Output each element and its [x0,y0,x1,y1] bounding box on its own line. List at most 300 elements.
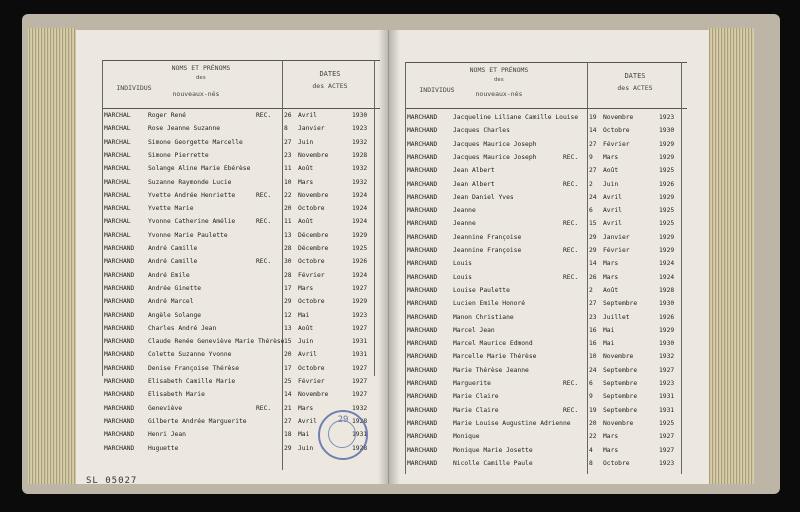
entry-given-names: Marcel Maurice Edmond [453,340,533,348]
entry-given-names: Yvette Andrée Henriette [148,191,236,199]
register-entry-row [104,230,382,242]
entry-surname: MARCHAND [407,220,438,228]
register-entry-row [104,376,382,388]
entry-day: 14 [589,260,597,268]
entry-year: 1932 [659,353,675,361]
entry-month: Octobre [298,364,325,372]
entry-surname: MARCHAND [407,313,438,321]
register-entry-row [407,325,689,337]
entry-day: 22 [284,191,292,199]
entry-surname: MARCHAND [407,140,438,148]
entry-surname: MARCHAND [407,446,438,454]
register-entry-row [407,165,689,177]
entry-surname: MARCHAL [104,191,131,199]
entry-month: Août [298,324,314,332]
entry-given-names: André Marcel [148,298,194,306]
entry-year: 1925 [659,419,675,427]
register-entry-row [407,338,689,350]
entry-year: 1932 [352,404,368,412]
register-entry-row [407,351,689,363]
entry-given-names: Denise Françoise Thérèse [148,364,239,372]
header-des: des [494,77,504,83]
header-dates-des-actes: des ACTES [312,82,348,90]
entry-given-names: Manon Christiane [453,313,514,321]
entry-surname: MARCHAND [407,353,438,361]
entry-surname: MARCHAND [407,114,438,121]
entry-year: 1923 [659,114,675,121]
entry-year: 1931 [659,406,675,414]
entry-year: 1927 [659,433,675,441]
entry-year: 1929 [659,247,675,254]
entry-year: 1924 [659,260,675,268]
entry-given-names: Nicolle Camille Paule [453,459,533,467]
entry-given-names: Yvette Marie [148,205,194,213]
entry-given-names: Charles André Jean [148,324,217,332]
register-entry-row [407,418,689,430]
entry-rec-marker: REC. [256,191,272,199]
entry-surname: MARCHAND [407,233,438,241]
entry-surname: MARCHAND [104,284,135,292]
entry-year: 1923 [659,380,675,387]
register-entry-row [407,218,689,230]
entry-day: 14 [589,127,597,135]
entry-day: 17 [284,284,292,292]
entry-day: 15 [589,220,597,228]
entry-rec-marker: REC. [563,180,579,188]
entry-surname: MARCHAL [104,205,131,213]
register-entry-row [104,123,382,135]
entry-given-names: Jean Albert [453,167,495,175]
register-entry-row [104,296,382,308]
entry-year: 1927 [352,378,368,385]
entry-day: 16 [589,340,597,348]
entry-surname: MARCHAND [407,459,438,467]
entry-year: 1929 [659,326,675,334]
entry-surname: MARCHAND [104,431,135,439]
header-nouveaux-nes: nouveaux-nés [475,90,523,98]
entry-given-names: Claude Renée Geneviève Marie Thérèse [148,338,285,346]
entry-given-names: Monique Marie Josette [453,446,533,454]
entry-month: Avril [298,112,317,119]
register-entry-row [104,216,382,228]
entry-month: Février [298,271,325,279]
register-entry-row [104,310,382,322]
entry-given-names: Marcelle Marie Thérèse [453,353,537,361]
register-entry-row [104,283,382,295]
entry-month: Novembre [298,151,329,159]
entry-surname: MARCHAND [407,286,438,294]
register-entry-row [407,139,689,151]
entry-surname: MARCHAND [407,433,438,441]
register-entry-row [104,163,382,175]
entry-given-names: Jeanne [453,207,476,215]
entry-given-names: Elisabeth Marie [148,391,205,399]
register-entry-row [104,270,382,282]
register-entry-row [407,245,689,257]
register-entry-row [407,179,689,191]
entry-year: 1925 [659,220,675,228]
entry-surname: MARCHAND [104,311,135,319]
entry-surname: MARCHAND [104,444,135,452]
entry-day: 13 [284,231,292,239]
register-entry-row [104,363,382,375]
entry-month: Octobre [603,127,630,135]
entry-month: Août [603,167,619,175]
entry-year: 1928 [352,151,368,159]
entry-year: 1924 [352,271,368,279]
entry-rec-marker: REC. [256,404,272,412]
entry-year: 1929 [659,193,675,201]
entry-month: Janvier [603,233,630,241]
entry-year: 1929 [352,298,368,306]
entry-month: Avril [603,193,622,201]
entry-day: 26 [589,273,597,281]
entry-month: Avril [298,351,317,359]
entry-month: Septembre [603,380,638,387]
entry-given-names: Jeannine Françoise [453,233,522,241]
entry-surname: MARCHAL [104,231,131,239]
entry-year: 1926 [659,180,675,188]
entry-surname: MARCHAND [407,393,438,401]
entry-month: Mars [603,260,619,268]
entry-day: 8 [284,125,288,133]
entry-rec-marker: REC. [563,380,579,387]
entry-day: 24 [589,193,597,201]
entry-year: 1927 [352,324,368,332]
entry-rec-marker: REC. [563,220,579,228]
entry-surname: MARCHAND [407,340,438,348]
register-entry-row [104,137,382,149]
header-bottom-border [405,108,687,109]
entry-year: 1927 [659,366,675,374]
entry-year: 1923 [352,125,368,133]
entry-day: 15 [284,338,292,346]
register-entry-row [104,336,382,348]
entry-month: Juin [603,180,619,188]
entry-surname: MARCHAL [104,165,131,173]
entry-given-names: Marguerite [453,380,491,387]
entry-surname: MARCHAL [104,218,131,226]
entry-given-names: André Camille [148,258,198,266]
entry-surname: MARCHAND [407,406,438,414]
entry-given-names: Solange Aline Marie Ebérèse [148,165,251,173]
entry-year: 1928 [352,417,368,425]
entry-surname: MARCHAND [407,153,438,161]
entry-given-names: André Camille [148,245,198,252]
entry-day: 11 [284,165,292,173]
entry-month: Décembre [298,231,329,239]
entry-surname: MARCHAND [407,167,438,175]
entry-year: 1929 [659,153,675,161]
entry-given-names: Jean Daniel Yves [453,193,514,201]
entry-year: 1930 [352,112,368,119]
entry-year: 1924 [352,205,368,213]
entry-given-names: Simone Pierrette [148,151,209,159]
entry-month: Octobre [298,205,325,213]
register-entry-row [407,192,689,204]
entry-month: Mars [603,273,619,281]
entry-day: 6 [589,380,593,387]
entry-month: Octobre [298,258,325,266]
register-entry-row [104,243,382,255]
entry-surname: MARCHAND [104,338,135,346]
entry-day: 10 [589,353,597,361]
entry-year: 1929 [352,231,368,239]
entry-year: 1927 [352,391,368,399]
entry-year: 1930 [659,127,675,135]
register-entry-row [407,285,689,297]
entry-surname: MARCHAND [407,419,438,427]
register-entry-row [104,389,382,401]
book-gutter-shadow [378,30,400,484]
register-entry-row [407,152,689,164]
entry-day: 20 [589,419,597,427]
entry-month: Novembre [603,114,634,121]
register-entry-row [407,445,689,457]
entry-given-names: Suzanne Raymonde Lucie [148,178,232,186]
entry-day: 9 [589,393,593,401]
entry-year: 1927 [352,284,368,292]
entry-month: Juin [298,444,314,452]
register-entry-row [407,312,689,324]
entry-year: 1931 [352,351,368,359]
right-page [388,30,709,484]
entry-given-names: Colette Suzanne Yvonne [148,351,232,359]
entry-day: 8 [589,459,593,467]
register-entry-row [104,323,382,335]
entry-given-names: Elisabeth Camille Marie [148,378,236,385]
entry-day: 20 [284,351,292,359]
entry-month: Mars [298,284,314,292]
entry-month: Novembre [298,191,329,199]
entry-year: 1926 [352,258,368,266]
register-entry-row [104,177,382,189]
header-nouveaux-nes: nouveaux-nés [172,90,220,98]
entry-day: 19 [589,114,597,121]
entry-given-names: Jacqueline Liliane Camille Louise [453,114,579,121]
entry-month: Octobre [603,459,630,467]
entry-given-names: Marie Claire [453,406,499,414]
entry-given-names: Huguette [148,444,179,452]
entry-rec-marker: REC. [563,153,579,161]
stamp-number: 29 [337,415,349,425]
entry-surname: MARCHAND [104,364,135,372]
entry-given-names: Jacques Charles [453,127,510,135]
entry-month: Décembre [298,245,329,252]
entry-surname: MARCHAND [407,366,438,374]
entry-day: 22 [589,433,597,441]
register-entry-row [104,256,382,268]
entry-surname: MARCHAND [104,351,135,359]
register-entry-row [407,365,689,377]
entry-year: 1923 [659,459,675,467]
left-page-edges [28,28,76,484]
stamp-inner-ring [328,420,356,448]
entry-day: 20 [284,205,292,213]
entry-given-names: Lucien Emile Honoré [453,300,526,308]
entry-month: Novembre [603,353,634,361]
entry-month: Mars [298,178,314,186]
entry-month: Septembre [603,406,638,414]
entry-month: Novembre [603,419,634,427]
entry-day: 25 [284,378,292,385]
entry-month: Avril [298,417,317,425]
entry-year: 1923 [352,311,368,319]
entry-month: Mars [603,153,619,161]
register-entry-row [407,391,689,403]
entry-given-names: André Emile [148,271,190,279]
entry-year: 1925 [352,245,368,252]
entry-given-names: Louis [453,260,472,268]
entry-month: Octobre [298,298,325,306]
entry-day: 21 [284,404,292,412]
entry-year: 1925 [659,167,675,175]
entry-given-names: Monique [453,433,480,441]
entry-year: 1928 [659,286,675,294]
register-entry-row [407,112,689,124]
entry-surname: MARCHAL [104,112,131,119]
register-entry-row [407,125,689,137]
entry-month: Mai [298,431,310,439]
call-number-label: SL 05027 [86,476,138,486]
entry-month: Novembre [298,391,329,399]
entry-day: 29 [284,444,292,452]
entry-year: 1932 [352,138,368,146]
entry-month: Août [298,165,314,173]
entry-surname: MARCHAND [407,193,438,201]
header-dates-des-actes: des ACTES [617,84,653,92]
table-top-border [405,62,687,63]
entry-surname: MARCHAND [104,271,135,279]
entry-surname: MARCHAND [104,245,135,252]
register-entry-row [104,349,382,361]
entry-day: 29 [589,247,597,254]
entry-month: Avril [603,220,622,228]
entry-year: 1932 [352,178,368,186]
entry-year: 1930 [659,300,675,308]
entry-month: Septembre [603,366,638,374]
entry-day: 27 [589,300,597,308]
entry-given-names: Roger René [148,112,186,119]
entry-given-names: Marie Claire [453,393,499,401]
entry-surname: MARCHAL [104,138,131,146]
entry-surname: MARCHAL [104,178,131,186]
entry-surname: MARCHAND [407,273,438,281]
entry-day: 18 [284,431,292,439]
entry-surname: MARCHAND [104,391,135,399]
register-entry-row [407,298,689,310]
entry-surname: MARCHAND [407,326,438,334]
entry-year: 1927 [352,364,368,372]
entry-given-names: Louis [453,273,472,281]
entry-year: 1927 [659,446,675,454]
entry-month: Septembre [603,393,638,401]
entry-given-names: Rose Jeanne Suzanne [148,125,221,133]
register-entry-row [104,190,382,202]
entry-given-names: Gilberte Andrée Marguerite [148,417,247,425]
entry-surname: MARCHAND [407,300,438,308]
entry-surname: MARCHAND [407,380,438,387]
entry-given-names: Marcel Jean [453,326,495,334]
entry-day: 12 [284,311,292,319]
entry-day: 23 [284,151,292,159]
entry-month: Février [603,140,630,148]
entry-day: 28 [284,271,292,279]
entry-given-names: Jeannine Françoise [453,247,522,254]
register-entry-row [104,150,382,162]
entry-surname: MARCHAND [407,207,438,215]
header-des: des [196,75,206,81]
entry-year: 1932 [352,165,368,173]
entry-given-names: Simone Georgette Marcelle [148,138,243,146]
entry-given-names: Jacques Maurice Joseph [453,140,537,148]
entry-day: 17 [284,364,292,372]
entry-surname: MARCHAND [407,247,438,254]
register-entry-row [104,203,382,215]
entry-rec-marker: REC. [256,258,272,266]
entry-month: Mai [298,311,310,319]
entry-surname: MARCHAND [104,324,135,332]
entry-month: Février [298,378,325,385]
entry-day: 11 [284,218,292,226]
table-top-border [102,60,380,61]
entry-day: 19 [589,406,597,414]
entry-month: Juin [298,338,314,346]
entry-day: 30 [284,258,292,266]
entry-day: 13 [284,324,292,332]
entry-month: Mars [298,404,314,412]
entry-day: 29 [284,298,292,306]
entry-surname: MARCHAND [104,298,135,306]
entry-surname: MARCHAND [104,258,135,266]
register-entry-row [407,258,689,270]
entry-year: 1929 [659,233,675,241]
entry-surname: MARCHAL [104,125,131,133]
entry-year: 1924 [659,273,675,281]
entry-day: 27 [284,138,292,146]
entry-year: 1929 [659,140,675,148]
entry-day: 2 [589,286,593,294]
entry-given-names: Angèle Solange [148,311,202,319]
register-entry-row [407,232,689,244]
entry-given-names: Henri Jean [148,431,186,439]
table-left-border [102,60,103,376]
entry-month: Août [603,286,619,294]
entry-day: 29 [589,233,597,241]
entry-rec-marker: REC. [563,406,579,414]
entry-rec-marker: REC. [256,112,272,119]
register-entry-row [407,431,689,443]
register-entry-row [104,110,382,122]
entry-day: 16 [589,326,597,334]
archive-stamp [318,410,368,460]
entry-given-names: Andrée Ginette [148,284,202,292]
entry-surname: MARCHAND [104,378,135,385]
entry-month: Février [603,247,630,254]
entry-given-names: Louise Paulette [453,286,510,294]
entry-given-names: Jacques Maurice Joseph [453,153,537,161]
entry-year: 1926 [659,313,675,321]
entry-day: 24 [589,366,597,374]
entry-day: 2 [589,180,593,188]
header-bottom-border [102,108,380,109]
register-entry-row [407,405,689,417]
entry-day: 27 [589,140,597,148]
entry-surname: MARCHAND [104,417,135,425]
entry-day: 27 [284,417,292,425]
entry-day: 26 [284,112,292,119]
header-names: NOMS ET PRÉNOMS [171,64,231,72]
